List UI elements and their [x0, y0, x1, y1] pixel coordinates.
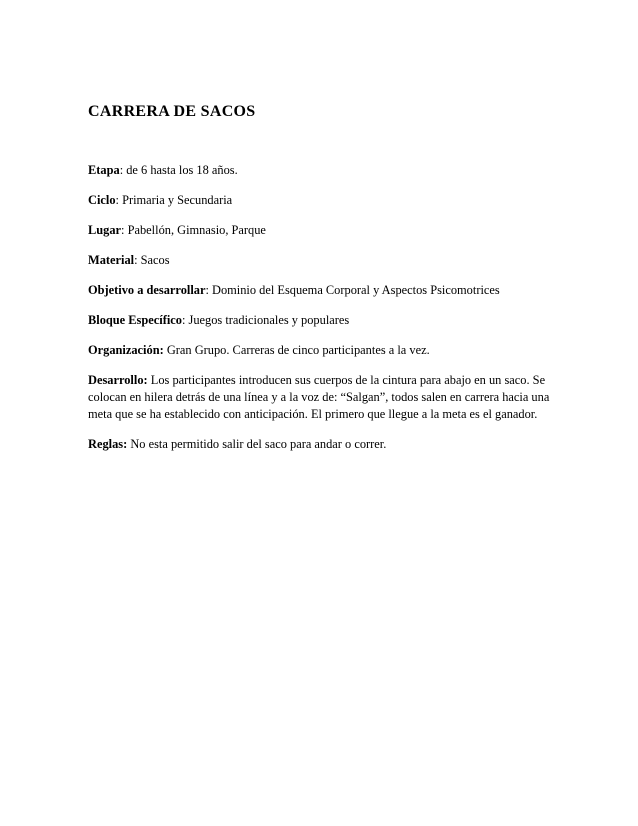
field-value: de 6 hasta los 18 años.: [126, 163, 238, 177]
document-title: CARRERA DE SACOS: [88, 103, 256, 120]
field-separator: :: [119, 163, 127, 177]
field-label: Bloque Específico: [88, 313, 182, 327]
field-label: Reglas:: [88, 437, 128, 451]
field-objetivo: [88, 282, 558, 299]
field-material: [88, 252, 558, 269]
field-separator: :: [115, 193, 123, 207]
field-label: Lugar: [88, 223, 122, 237]
document-body: [88, 162, 558, 466]
field-etapa: [88, 162, 558, 179]
field-value: Primaria y Secundaria: [122, 193, 233, 207]
field-ciclo: [88, 192, 558, 209]
field-label: Desarrollo:: [88, 373, 148, 387]
field-value: Dominio del Esquema Corporal y Aspectos Psicomotrices: [212, 283, 500, 297]
field-value: Pabellón, Gimnasio, Parque: [127, 223, 266, 237]
field-label: Material: [88, 253, 135, 267]
field-label: Organización:: [88, 343, 164, 357]
field-reglas: [88, 436, 558, 453]
field-separator: :: [121, 223, 128, 237]
field-lugar: [88, 222, 558, 239]
field-separator: :: [181, 313, 189, 327]
field-separator: :: [134, 253, 141, 267]
field-label: Etapa: [88, 163, 120, 177]
field-value: Gran Grupo. Carreras de cinco participantes a la vez.: [166, 343, 430, 357]
field-value: Sacos: [140, 253, 170, 267]
field-value: Juegos tradicionales y populares: [188, 313, 350, 327]
field-desarrollo: [88, 372, 558, 423]
field-organizacion: [88, 342, 558, 359]
field-separator: :: [205, 283, 213, 297]
field-bloque: [88, 312, 558, 329]
field-value: No esta permitido salir del saco para andar o correr.: [130, 437, 387, 451]
field-label: Ciclo: [88, 193, 116, 207]
field-label: Objetivo a desarrollar: [88, 283, 206, 297]
field-value: Los participantes introducen sus cuerpos de la cintura para abajo en un saco. Se colocan en hilera detrás de una línea y a la voz de: “Salgan”, todos salen en carrera hacia una meta que se ha establecido con anticipación. El primero que llegue a la meta es el ganador.: [88, 373, 550, 421]
